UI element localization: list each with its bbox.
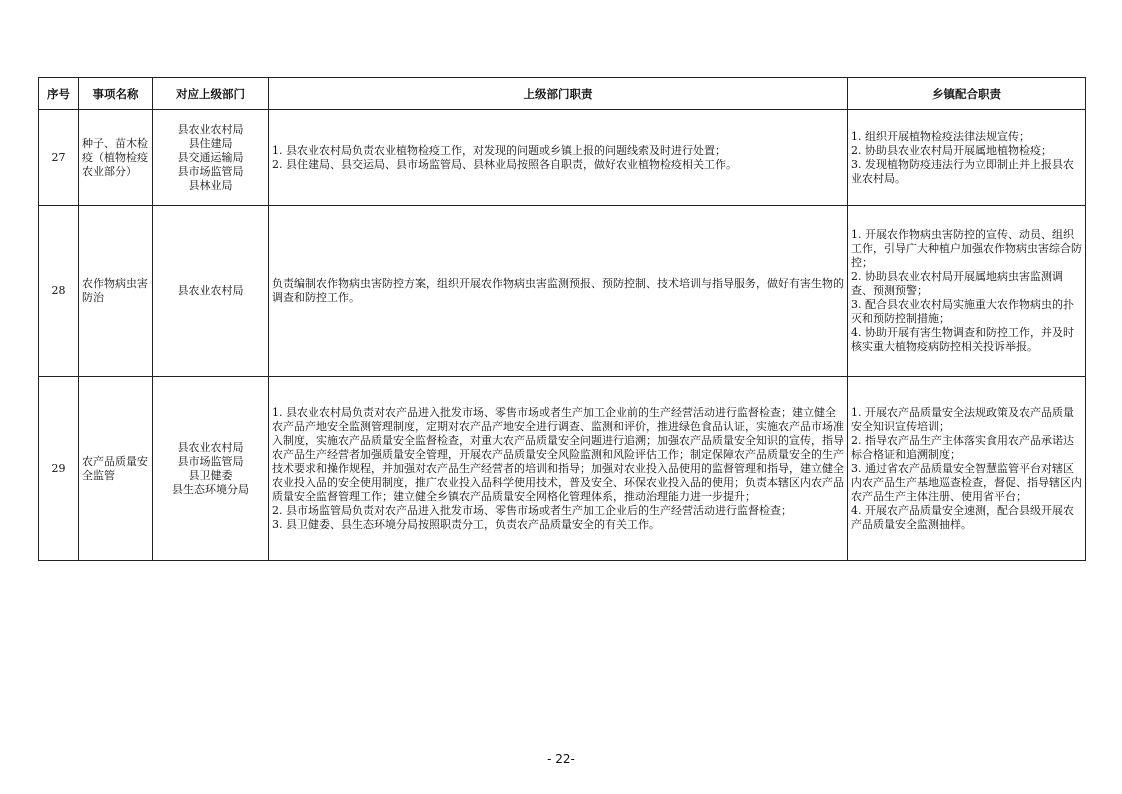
department-cell (153, 110, 269, 206)
duties-cell (269, 206, 848, 377)
duty-item: 1. 县农业农村局负责农业植物检疫工作，对发现的问题或乡镇上报的问题线索及时进行处置； (272, 143, 726, 157)
coop-item: 2. 指导农产品生产主体落实食用农产品承诺达标合格证和追溯制度； (851, 433, 1074, 461)
table-row (39, 110, 1086, 206)
coop-cell (848, 110, 1086, 206)
row-number: 28 (39, 206, 79, 377)
duty-item: 2. 县市场监管局负责对农产品进入批发市场、零售市场或者生产加工企业后的生产经营活动进行监督检查； (272, 503, 792, 517)
duties-cell (269, 110, 848, 206)
coop-item: 2. 协助县农业农村局开展属地植物检疫； (851, 143, 1052, 157)
coop-cell (848, 377, 1086, 561)
item-name: 农产品质量安全监管 (79, 377, 153, 561)
header-item-name: 事项名称 (79, 78, 153, 110)
duty-item: 1. 县农业农村局负责对农产品进入批发市场、零售市场或者生产加工企业前的生产经营活动进行监督检查；建立健全农产品产地安全监测管理制度，定期对农产品产地安全进行调查、监测和评价，推进绿色食品认证，实施农产品市场准入制度，实施农产品质量安全监督检查，对重大农产品质量安全问题进行追溯；加强农产品质量安全知识的宣传，指导农产品生产经营者加强质量安全管理，开展农产品质量安全风险监测和风险评估工作；制定保障农产品质量安全的生产技术要求和操作规程，并加强对农产品生产经营者的培训和指导；加强对农业投入品使用的监督管理和指导，建立健全农业投入品的安全使用制度，推广农业投入品科学使用技术，普及安全、环保农业投入品的使用；负责本辖区内农产品质量安全监督管理工作；建立健全乡镇农产品质量安全网格化管理体系，推动治理能力进一步提升； (272, 405, 844, 503)
duty-item: 2. 县住建局、县交运局、县市场监管局、县林业局按照各自职责，做好农业植物检疫相关工作。 (272, 157, 737, 171)
department-name: 县农业农村局 (177, 284, 244, 297)
header-duties: 上级部门职责 (269, 78, 848, 110)
row-number: 29 (39, 377, 79, 561)
header-seq: 序号 (39, 78, 79, 110)
department-name: 县林业局 (188, 178, 233, 192)
department-name: 县市场监管局 (177, 454, 244, 468)
row-number: 27 (39, 110, 79, 206)
item-name: 农作物病虫害防治 (79, 206, 153, 377)
department-name: 县生态环境分局 (172, 482, 249, 496)
coop-item: 3. 配合县农业农村局实施重大农作物病虫的扑灭和预防控制措施； (851, 298, 1074, 325)
coop-item: 3. 发现植物防疫违法行为立即制止并上报县农业农村局。 (851, 157, 1074, 185)
duty-item: 负责编制农作物病虫害防控方案，组织开展农作物病虫害监测预报、预防控制、技术培训与指导服务，做好有害生物的调查和防控工作。 (272, 277, 844, 304)
department-cell (153, 377, 269, 561)
coop-item: 3. 通过省农产品质量安全智慧监管平台对辖区内农产品生产基地巡查检查，督促、指导辖区内农产品生产主体注册、使用省平台； (851, 461, 1082, 503)
department-cell (153, 206, 269, 377)
department-name: 县卫健委 (188, 468, 233, 482)
coop-item: 4. 协助开展有害生物调查和防控工作，并及时核实重大植物疫病防控相关投诉举报。 (851, 326, 1074, 353)
item-name: 种子、苗木检疫（植物检疫农业部分） (79, 110, 153, 206)
table-row (39, 206, 1086, 377)
coop-item: 1. 开展农作物病虫害防控的宣传、动员、组织工作，引导广大种植户加强农作物病虫害综合防控； (851, 228, 1082, 269)
department-name: 县农业农村局 (177, 122, 244, 136)
page-number: - 22- (547, 752, 575, 766)
department-name: 县交通运输局 (177, 150, 244, 164)
coop-item: 1. 开展农产品质量安全法规政策及农产品质量安全知识宣传培训； (851, 405, 1074, 433)
coop-item: 1. 组织开展植物检疫法律法规宣传； (851, 129, 1030, 143)
duty-table (38, 77, 1086, 561)
duty-item: 3. 县卫健委、县生态环境分局按照职责分工，负责农产品质量安全的有关工作。 (272, 517, 660, 531)
department-name: 县市场监管局 (177, 164, 244, 178)
department-name: 县农业农村局 (177, 440, 244, 454)
header-row (39, 78, 1086, 110)
table-row (39, 377, 1086, 561)
coop-item: 2. 协助县农业农村局开展属地病虫害监测调查、预测预警； (851, 270, 1063, 297)
department-name: 县住建局 (188, 136, 233, 150)
coop-cell (848, 206, 1086, 377)
coop-item: 4. 开展农产品质量安全速测，配合县级开展农产品质量安全监测抽样。 (851, 503, 1074, 531)
header-department: 对应上级部门 (153, 78, 269, 110)
duties-cell (269, 377, 848, 561)
header-coop: 乡镇配合职责 (848, 78, 1086, 110)
